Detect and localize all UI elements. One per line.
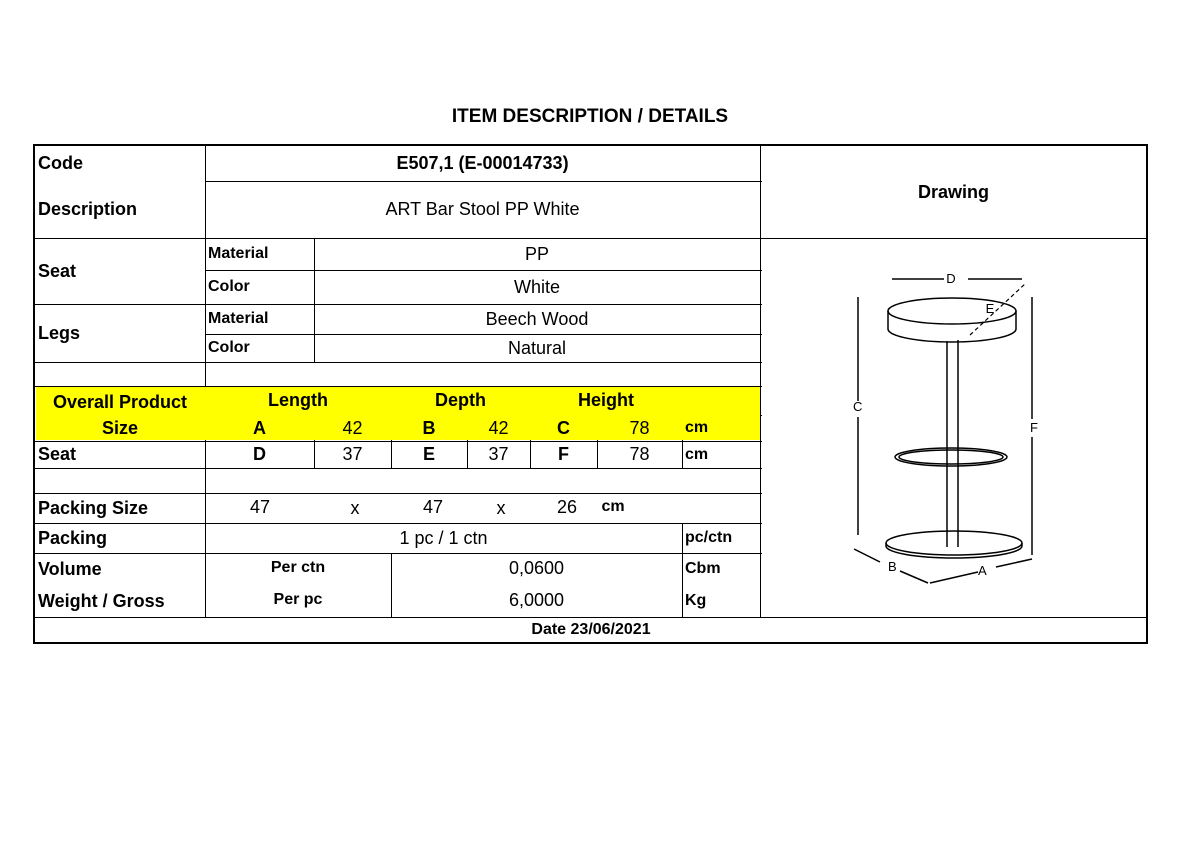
drawing-letter-c: C: [853, 399, 863, 414]
dim-e-label: E: [422, 444, 435, 464]
weight-label: Weight / Gross: [38, 590, 165, 611]
seat-material-value: PP: [524, 243, 549, 264]
overall-unit: cm: [685, 419, 709, 436]
overall-size-label-line1: Overall Product: [52, 391, 188, 412]
dim-d-value: 37: [342, 444, 363, 464]
volume-value: 0,0600: [508, 557, 565, 578]
packing-label: Packing: [38, 527, 108, 548]
description-value: ART Bar Stool PP White: [385, 199, 580, 219]
volume-per: Per ctn: [270, 559, 326, 576]
depth-header: Depth: [435, 390, 486, 410]
volume-unit: Cbm: [685, 560, 721, 577]
height-header: Height: [578, 390, 634, 410]
dim-e-value: 37: [488, 444, 509, 464]
bar-stool-drawing: [850, 265, 1050, 590]
dim-d-label: D: [253, 444, 266, 464]
legs-color-value: Natural: [507, 337, 567, 358]
packing-value: 1 pc / 1 ctn: [399, 527, 488, 548]
dim-c-value: 78: [629, 417, 650, 438]
code-value: E507,1 (E-00014733): [396, 153, 569, 173]
dim-f-label: F: [558, 444, 569, 464]
dim-b-value: 42: [488, 417, 509, 438]
dim-a-label: A: [253, 417, 266, 438]
dim-f-value: 78: [629, 444, 650, 464]
volume-label: Volume: [38, 558, 102, 579]
seat-color-value: White: [513, 276, 560, 297]
dim-b-label: B: [422, 417, 436, 438]
seat-size-label: Seat: [38, 444, 77, 464]
weight-per: Per pc: [273, 591, 323, 608]
drawing-letter-e: E: [985, 301, 995, 316]
date-footer: Date 23/06/2021: [531, 620, 651, 638]
packing-size-x1: x: [350, 497, 360, 518]
seat-size-unit: cm: [685, 445, 709, 463]
packing-size-label: Packing Size: [38, 497, 149, 518]
packing-size-2: 47: [422, 496, 444, 517]
overall-size-label-line2: Size: [101, 417, 139, 438]
length-header: Length: [268, 390, 328, 410]
drawing-letter-a: A: [978, 563, 987, 578]
legs-color-label: Color: [208, 339, 250, 356]
packing-unit: pc/ctn: [685, 529, 733, 546]
code-label: Code: [38, 153, 83, 173]
legs-material-value: Beech Wood: [485, 308, 589, 329]
document-title: ITEM DESCRIPTION / DETAILS: [451, 106, 729, 127]
packing-size-1: 47: [249, 496, 271, 517]
drawing-letter-d: D: [946, 271, 956, 286]
drawing-letter-f: F: [1030, 420, 1038, 435]
packing-size-x2: x: [496, 497, 506, 518]
packing-size-3: 26: [556, 496, 578, 517]
seat-material-label: Material: [208, 245, 269, 262]
weight-value: 6,0000: [508, 589, 565, 610]
seat-label: Seat: [38, 260, 77, 281]
seat-color-label: Color: [208, 278, 250, 295]
dim-c-label: C: [557, 417, 570, 438]
legs-material-label: Material: [208, 310, 269, 327]
packing-size-unit: cm: [601, 498, 625, 515]
legs-label: Legs: [38, 322, 81, 343]
dim-a-value: 42: [342, 417, 363, 438]
description-label: Description: [38, 199, 138, 219]
drawing-label: Drawing: [917, 181, 989, 202]
drawing-letter-b: B: [888, 559, 897, 574]
weight-unit: Kg: [685, 592, 707, 609]
